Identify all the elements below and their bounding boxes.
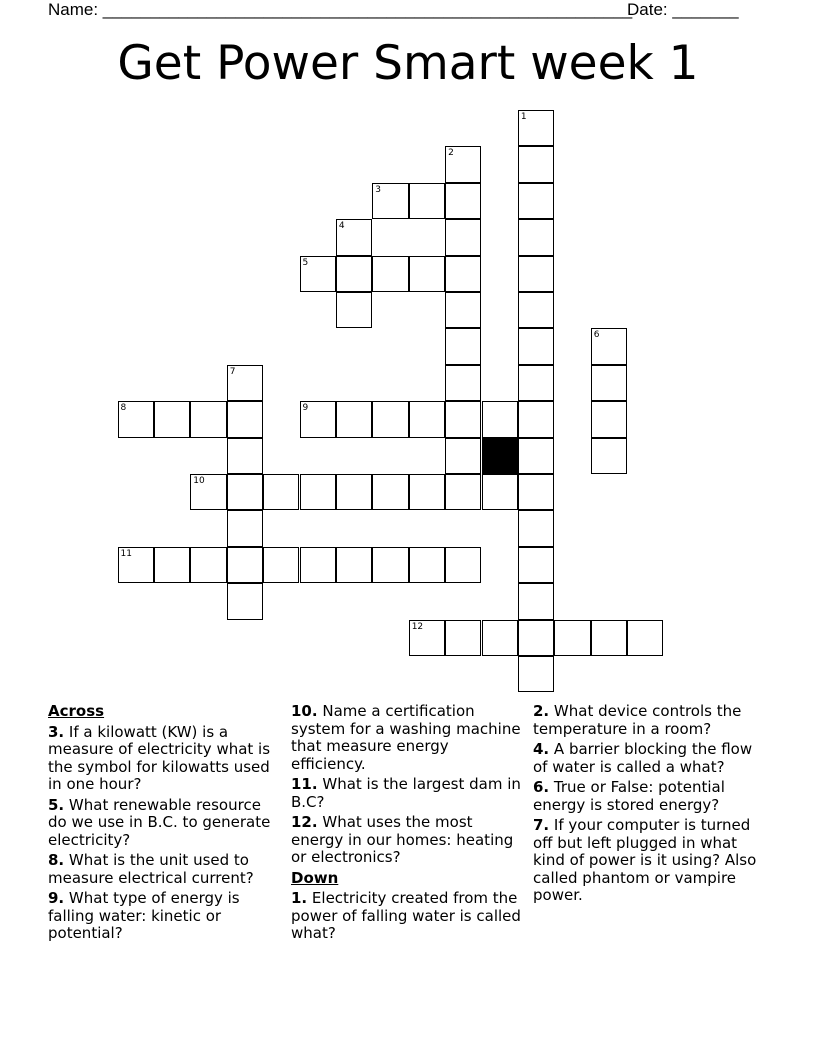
grid-cell[interactable]: [591, 401, 627, 437]
grid-cell[interactable]: [372, 547, 408, 583]
clue-number: 12: [411, 621, 424, 632]
grid-cell[interactable]: [591, 438, 627, 474]
grid-cell[interactable]: [554, 620, 590, 656]
date-field-label: Date: _______: [627, 0, 739, 19]
grid-cell[interactable]: [227, 365, 263, 401]
clues-column-2: [291, 703, 523, 946]
grid-cell[interactable]: [336, 401, 372, 437]
grid-cell[interactable]: [482, 620, 518, 656]
clue-number: 8: [120, 403, 127, 414]
grid-cell[interactable]: [154, 401, 190, 437]
clue-number: 10: [193, 476, 205, 486]
grid-cell[interactable]: [445, 292, 481, 328]
grid-cell[interactable]: [409, 256, 445, 292]
black-square: [482, 438, 518, 474]
grid-cell[interactable]: [518, 583, 554, 619]
clue-down-4: 4. A barrier blocking the flow of water is called a what?: [533, 740, 753, 776]
grid-cell[interactable]: [482, 401, 518, 437]
grid-cell[interactable]: [445, 438, 481, 474]
clue-number: 6: [593, 330, 600, 341]
grid-cell[interactable]: [518, 219, 554, 255]
grid-cell[interactable]: [409, 547, 445, 583]
grid-cell[interactable]: [227, 401, 263, 437]
grid-cell[interactable]: [518, 401, 554, 437]
grid-cell[interactable]: [409, 401, 445, 437]
clues-column-1: [48, 703, 280, 946]
grid-cell[interactable]: [482, 474, 518, 510]
grid-cell[interactable]: [445, 401, 481, 437]
grid-cell[interactable]: [190, 474, 226, 510]
grid-cell[interactable]: [409, 620, 445, 656]
grid-cell[interactable]: [445, 620, 481, 656]
grid-cell[interactable]: [227, 583, 263, 619]
grid-cell[interactable]: [445, 256, 481, 292]
grid-cell[interactable]: [227, 547, 263, 583]
clue-number: 11: [120, 548, 132, 559]
grid-cell[interactable]: [518, 183, 554, 219]
grid-cell[interactable]: [445, 146, 481, 182]
grid-cell[interactable]: [154, 547, 190, 583]
clue-across-12: 12. What uses the most energy in our homes: heating or electronics?: [291, 813, 514, 866]
grid-cell[interactable]: [518, 656, 554, 692]
page-title: Get Power Smart week 1: [117, 36, 699, 91]
grid-cell[interactable]: [518, 438, 554, 474]
grid-cell[interactable]: [445, 474, 481, 510]
grid-cell[interactable]: [409, 474, 445, 510]
grid-cell[interactable]: [518, 328, 554, 364]
grid-cell[interactable]: [227, 474, 263, 510]
grid-cell[interactable]: [336, 292, 372, 328]
grid-cell[interactable]: [627, 620, 663, 656]
grid-cell[interactable]: [445, 547, 481, 583]
grid-cell[interactable]: [518, 365, 554, 401]
clue-across-8: 8. What is the unit used to measure electrical current?: [48, 851, 254, 887]
clue-across-9: 9. What type of energy is falling water: kinetic or potential?: [48, 889, 240, 942]
grid-cell[interactable]: [336, 219, 372, 255]
clue-down-2: 2. What device controls the temperature in a room?: [533, 702, 742, 738]
grid-cell[interactable]: [518, 110, 554, 146]
clue-number: 1: [520, 112, 527, 122]
clue-number: 4: [338, 221, 345, 232]
grid-cell[interactable]: [445, 219, 481, 255]
grid-cell[interactable]: [227, 438, 263, 474]
grid-cell[interactable]: [518, 146, 554, 182]
grid-cell[interactable]: [190, 547, 226, 583]
grid-cell[interactable]: [190, 401, 226, 437]
grid-cell[interactable]: [300, 474, 336, 510]
grid-cell[interactable]: [445, 365, 481, 401]
grid-cell[interactable]: [300, 401, 336, 437]
grid-cell[interactable]: [372, 183, 408, 219]
clue-number: 7: [229, 366, 236, 377]
grid-cell[interactable]: [118, 401, 154, 437]
grid-cell[interactable]: [518, 256, 554, 292]
clue-number: 5: [302, 257, 309, 268]
grid-cell[interactable]: [300, 256, 336, 292]
grid-cell[interactable]: [409, 183, 445, 219]
grid-cell[interactable]: [263, 474, 299, 510]
down-heading: Down: [291, 868, 339, 887]
grid-cell[interactable]: [445, 183, 481, 219]
grid-cell[interactable]: [518, 547, 554, 583]
clue-down-7: 7. If your computer is turned off but left plugged in what kind of power is it using? Also called phantom or vampire power.: [533, 816, 757, 904]
clue-number: 3: [375, 184, 382, 195]
grid-cell[interactable]: [336, 256, 372, 292]
clue-number: 9: [302, 403, 309, 414]
grid-cell[interactable]: [518, 292, 554, 328]
across-heading: Across: [48, 702, 105, 720]
grid-cell[interactable]: [518, 620, 554, 656]
clue-across-5: 5. What renewable resource do we use in B.C. to generate electricity?: [48, 795, 271, 849]
grid-cell[interactable]: [263, 547, 299, 583]
grid-cell[interactable]: [336, 547, 372, 583]
grid-cell[interactable]: [118, 547, 154, 583]
grid-cell[interactable]: [445, 328, 481, 364]
clue-down-6: 6. True or False: potential energy is stored energy?: [533, 778, 725, 814]
clue-across-11: 11. What is the largest dam in B.C?: [291, 775, 521, 811]
grid-cell[interactable]: [591, 328, 627, 364]
grid-cell[interactable]: [372, 474, 408, 510]
clues-column-3: [533, 703, 765, 908]
grid-cell[interactable]: [372, 256, 408, 292]
grid-cell[interactable]: [591, 365, 627, 401]
grid-cell[interactable]: [372, 401, 408, 437]
grid-cell[interactable]: [518, 510, 554, 546]
grid-cell[interactable]: [591, 620, 627, 656]
clue-across-10: 10. Name a certification system for a washing machine that measure energy efficiency.: [291, 702, 521, 773]
clue-across-3: 3. If a kilowatt (KW) is a measure of electricity what is the symbol for kilowatts used in one hour?: [48, 722, 271, 793]
clue-down-1: 1. Electricity created from the power of falling water is called what?: [291, 889, 521, 942]
grid-cell[interactable]: [227, 510, 263, 546]
clue-number: 2: [448, 148, 454, 159]
grid-cell[interactable]: [336, 474, 372, 510]
grid-cell[interactable]: [300, 547, 336, 583]
name-field-label: Name: ________________________________________________________: [48, 0, 633, 19]
grid-cell[interactable]: [518, 474, 554, 510]
